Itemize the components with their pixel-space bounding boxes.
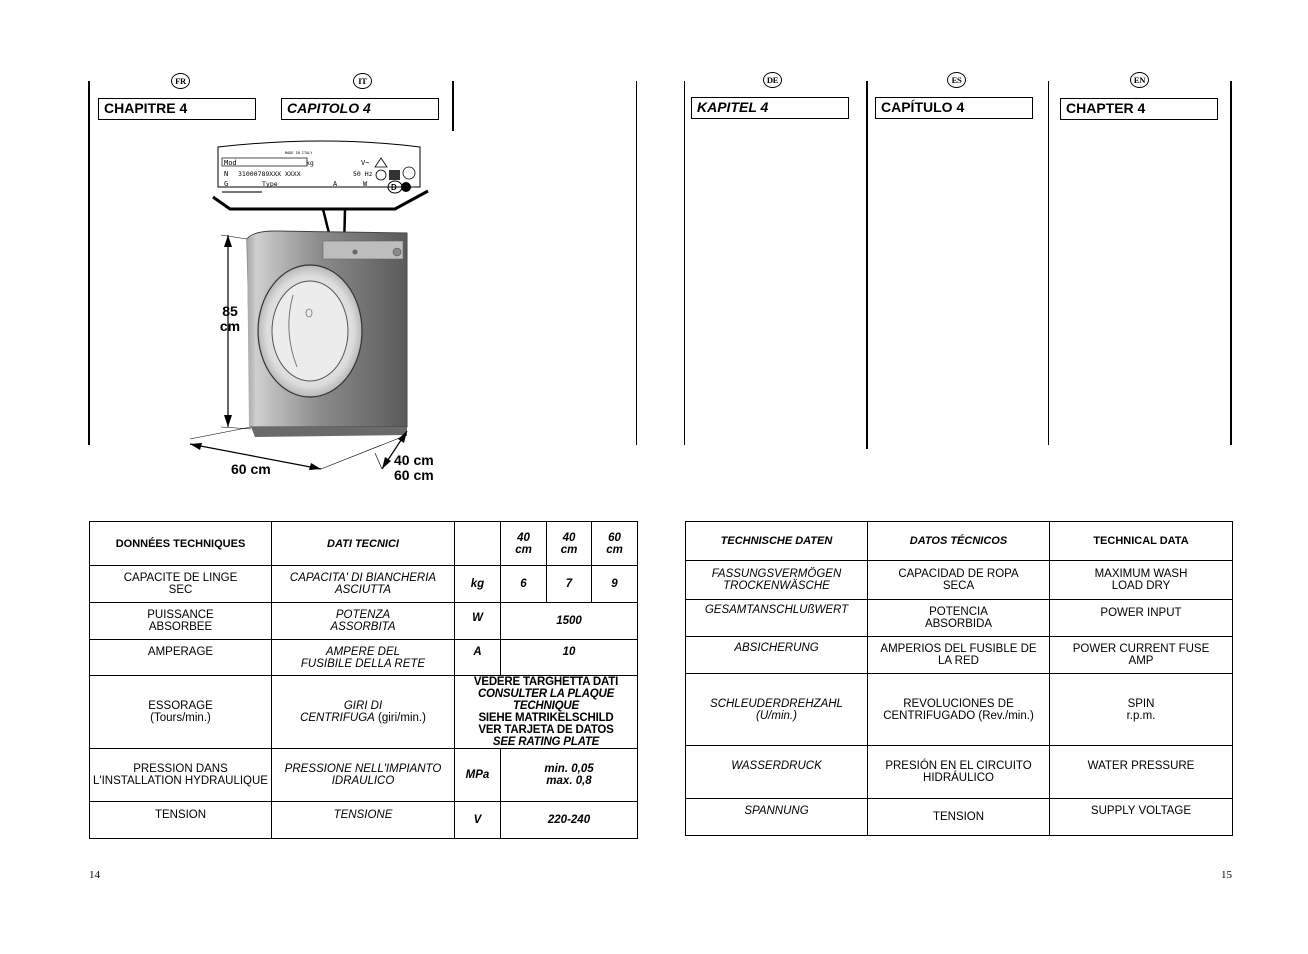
rating-plate bbox=[218, 141, 420, 187]
row-unit: A bbox=[455, 640, 501, 676]
row-value: 220-240 bbox=[501, 802, 638, 839]
height-unit: cm bbox=[219, 318, 241, 334]
svg-text:MADE IN ITALY: MADE IN ITALY bbox=[285, 151, 313, 155]
plate-hz: 50 Hz bbox=[353, 170, 373, 178]
width-dimension: 60 cm bbox=[231, 461, 271, 477]
row-label-es: AMPERIOS DEL FUSIBLE DE LA RED bbox=[868, 637, 1050, 674]
table-row bbox=[686, 746, 1233, 799]
row-label-es: TENSION bbox=[868, 799, 1050, 836]
row-label-it bbox=[272, 676, 455, 749]
row-label-en: SPIN r.p.m. bbox=[1050, 674, 1233, 746]
row-label-de: FASSUNGSVERMÖGEN TROCKENWÄSCHE bbox=[686, 561, 868, 600]
row-label-en: SUPPLY VOLTAGE bbox=[1050, 799, 1233, 836]
chapter-heading-fr: CHAPITRE 4 bbox=[98, 98, 256, 120]
plate-g: G bbox=[224, 180, 229, 188]
depth-dimension-2: 60 cm bbox=[394, 467, 434, 483]
table-row bbox=[90, 749, 638, 802]
row-unit: W bbox=[455, 603, 501, 640]
technical-table-left bbox=[89, 521, 638, 839]
header-unit bbox=[455, 522, 501, 566]
seal-icon bbox=[401, 182, 411, 192]
table-row bbox=[90, 802, 638, 839]
column-rule bbox=[452, 81, 454, 131]
note-line: SIEHE MATRIKELSCHILD bbox=[478, 712, 614, 724]
row-label-de: SPANNUNG bbox=[686, 799, 868, 836]
table-row bbox=[90, 640, 638, 676]
height-value: 85 bbox=[222, 303, 238, 319]
row-label-fr: TENSION bbox=[90, 802, 272, 839]
row-label-de: SCHLEUDERDREHZAHL (U/min.) bbox=[686, 674, 868, 746]
page-number-right: 15 bbox=[1221, 869, 1232, 881]
row-label-en: POWER CURRENT FUSE AMP bbox=[1050, 637, 1233, 674]
row-value: 7 bbox=[547, 566, 592, 603]
header-en: TECHNICAL DATA bbox=[1050, 522, 1233, 561]
row-label-es: REVOLUCIONES DE CENTRIFUGADO (Rev./min.) bbox=[868, 674, 1050, 746]
chapter-heading-en: CHAPTER 4 bbox=[1060, 98, 1218, 120]
table-row bbox=[686, 637, 1233, 674]
label-part: GIRI DI bbox=[343, 700, 383, 712]
table-row bbox=[90, 566, 638, 603]
column-rule bbox=[636, 81, 637, 445]
header-col-2: 40 cm bbox=[547, 522, 592, 566]
plate-serial: 31000789XXX XXXX bbox=[238, 170, 301, 178]
row-label-en: POWER INPUT bbox=[1050, 600, 1233, 637]
row-label-it: TENSIONE bbox=[272, 802, 455, 839]
header-es: DATOS TÉCNICOS bbox=[868, 522, 1050, 561]
flag-es: ES bbox=[947, 72, 966, 88]
row-unit: V bbox=[455, 802, 501, 839]
row-label-it: PRESSIONE NELL'IMPIANTO IDRAULICO bbox=[272, 749, 455, 802]
row-label-fr: PUISSANCE ABSORBEE bbox=[90, 603, 272, 640]
ce-mark-icon bbox=[389, 170, 400, 180]
table-row bbox=[90, 603, 638, 640]
row-value: 9 bbox=[592, 566, 638, 603]
plate-mod: Mod bbox=[224, 159, 237, 167]
height-dimension bbox=[219, 304, 241, 334]
row-label-it: AMPERE DEL FUSIBILE DELLA RETE bbox=[272, 640, 455, 676]
plate-a: A bbox=[333, 180, 338, 188]
table-row bbox=[686, 799, 1233, 836]
row-label-es: POTENCIA ABSORBIDA bbox=[868, 600, 1050, 637]
table-header-row bbox=[90, 522, 638, 566]
column-rule bbox=[1230, 81, 1232, 445]
table-row bbox=[90, 676, 638, 749]
column-rule bbox=[1048, 81, 1049, 445]
row-value: min. 0,05 max. 0,8 bbox=[501, 749, 638, 802]
header-de: TECHNISCHE DATEN bbox=[686, 522, 868, 561]
row-label-de: WASSERDRUCK bbox=[686, 746, 868, 799]
page-number-left: 14 bbox=[89, 869, 100, 881]
row-label-es: PRESIÓN EN EL CIRCUITO HIDRÁULICO bbox=[868, 746, 1050, 799]
depth-dimension-1: 40 cm bbox=[394, 452, 434, 468]
plate-kg: kg bbox=[306, 159, 314, 167]
row-label-fr: PRESSION DANS L'INSTALLATION HYDRAULIQUE bbox=[90, 749, 272, 802]
row-label-en: MAXIMUM WASH LOAD DRY bbox=[1050, 561, 1233, 600]
plate-n: N bbox=[224, 170, 229, 178]
flag-de: DE bbox=[763, 72, 782, 88]
rating-plate-note bbox=[455, 676, 638, 749]
row-unit: MPa bbox=[455, 749, 501, 802]
column-rule bbox=[866, 81, 868, 449]
label-part: CENTRIFUGA bbox=[300, 712, 375, 724]
row-value: 10 bbox=[501, 640, 638, 676]
header-col-3: 60 cm bbox=[592, 522, 638, 566]
note-line: VEDERE TARGHETTA DATI bbox=[473, 676, 619, 688]
row-label-fr: CAPACITE DE LINGE SEC bbox=[90, 566, 272, 603]
row-label-fr: ESSORAGE (Tours/min.) bbox=[90, 676, 272, 749]
chapter-heading-es: CAPÍTULO 4 bbox=[875, 97, 1033, 119]
row-value: 1500 bbox=[501, 603, 638, 640]
row-label-fr: AMPERAGE bbox=[90, 640, 272, 676]
plate-v: V~ bbox=[361, 159, 370, 167]
note-line: VER TARJETA DE DATOS bbox=[478, 724, 614, 736]
row-label-it: POTENZA ASSORBITA bbox=[272, 603, 455, 640]
row-value: 6 bbox=[501, 566, 547, 603]
column-rule bbox=[684, 81, 685, 445]
column-rule bbox=[88, 81, 90, 445]
label-part: (giri/min.) bbox=[374, 712, 426, 724]
table-header-row bbox=[686, 522, 1233, 561]
flag-en: EN bbox=[1130, 72, 1149, 88]
table-row bbox=[686, 561, 1233, 600]
plate-d: D bbox=[391, 183, 397, 192]
flag-it: IT bbox=[353, 73, 372, 89]
chapter-heading-de: KAPITEL 4 bbox=[691, 97, 849, 119]
row-label-en: WATER PRESSURE bbox=[1050, 746, 1233, 799]
note-line: CONSULTER LA PLAQUE TECHNIQUE bbox=[477, 688, 615, 712]
note-line: SEE RATING PLATE bbox=[492, 736, 600, 748]
plate-w: W bbox=[363, 180, 368, 188]
row-unit: kg bbox=[455, 566, 501, 603]
flag-fr: FR bbox=[171, 73, 190, 89]
header-col-1: 40 cm bbox=[501, 522, 547, 566]
chapter-heading-it: CAPITOLO 4 bbox=[281, 98, 439, 120]
plate-type: Type bbox=[262, 180, 278, 188]
technical-table-right bbox=[685, 521, 1233, 836]
row-label-de: ABSICHERUNG bbox=[686, 637, 868, 674]
row-label-es: CAPACIDAD DE ROPA SECA bbox=[868, 561, 1050, 600]
row-label-it: CAPACITA' DI BIANCHERIA ASCIUTTA bbox=[272, 566, 455, 603]
header-fr: DONNÉES TECHNIQUES bbox=[90, 522, 272, 566]
row-label-de: GESAMTANSCHLUßWERT bbox=[686, 600, 868, 637]
table-row bbox=[686, 600, 1233, 637]
header-it: DATI TECNICI bbox=[272, 522, 455, 566]
table-row bbox=[686, 674, 1233, 746]
